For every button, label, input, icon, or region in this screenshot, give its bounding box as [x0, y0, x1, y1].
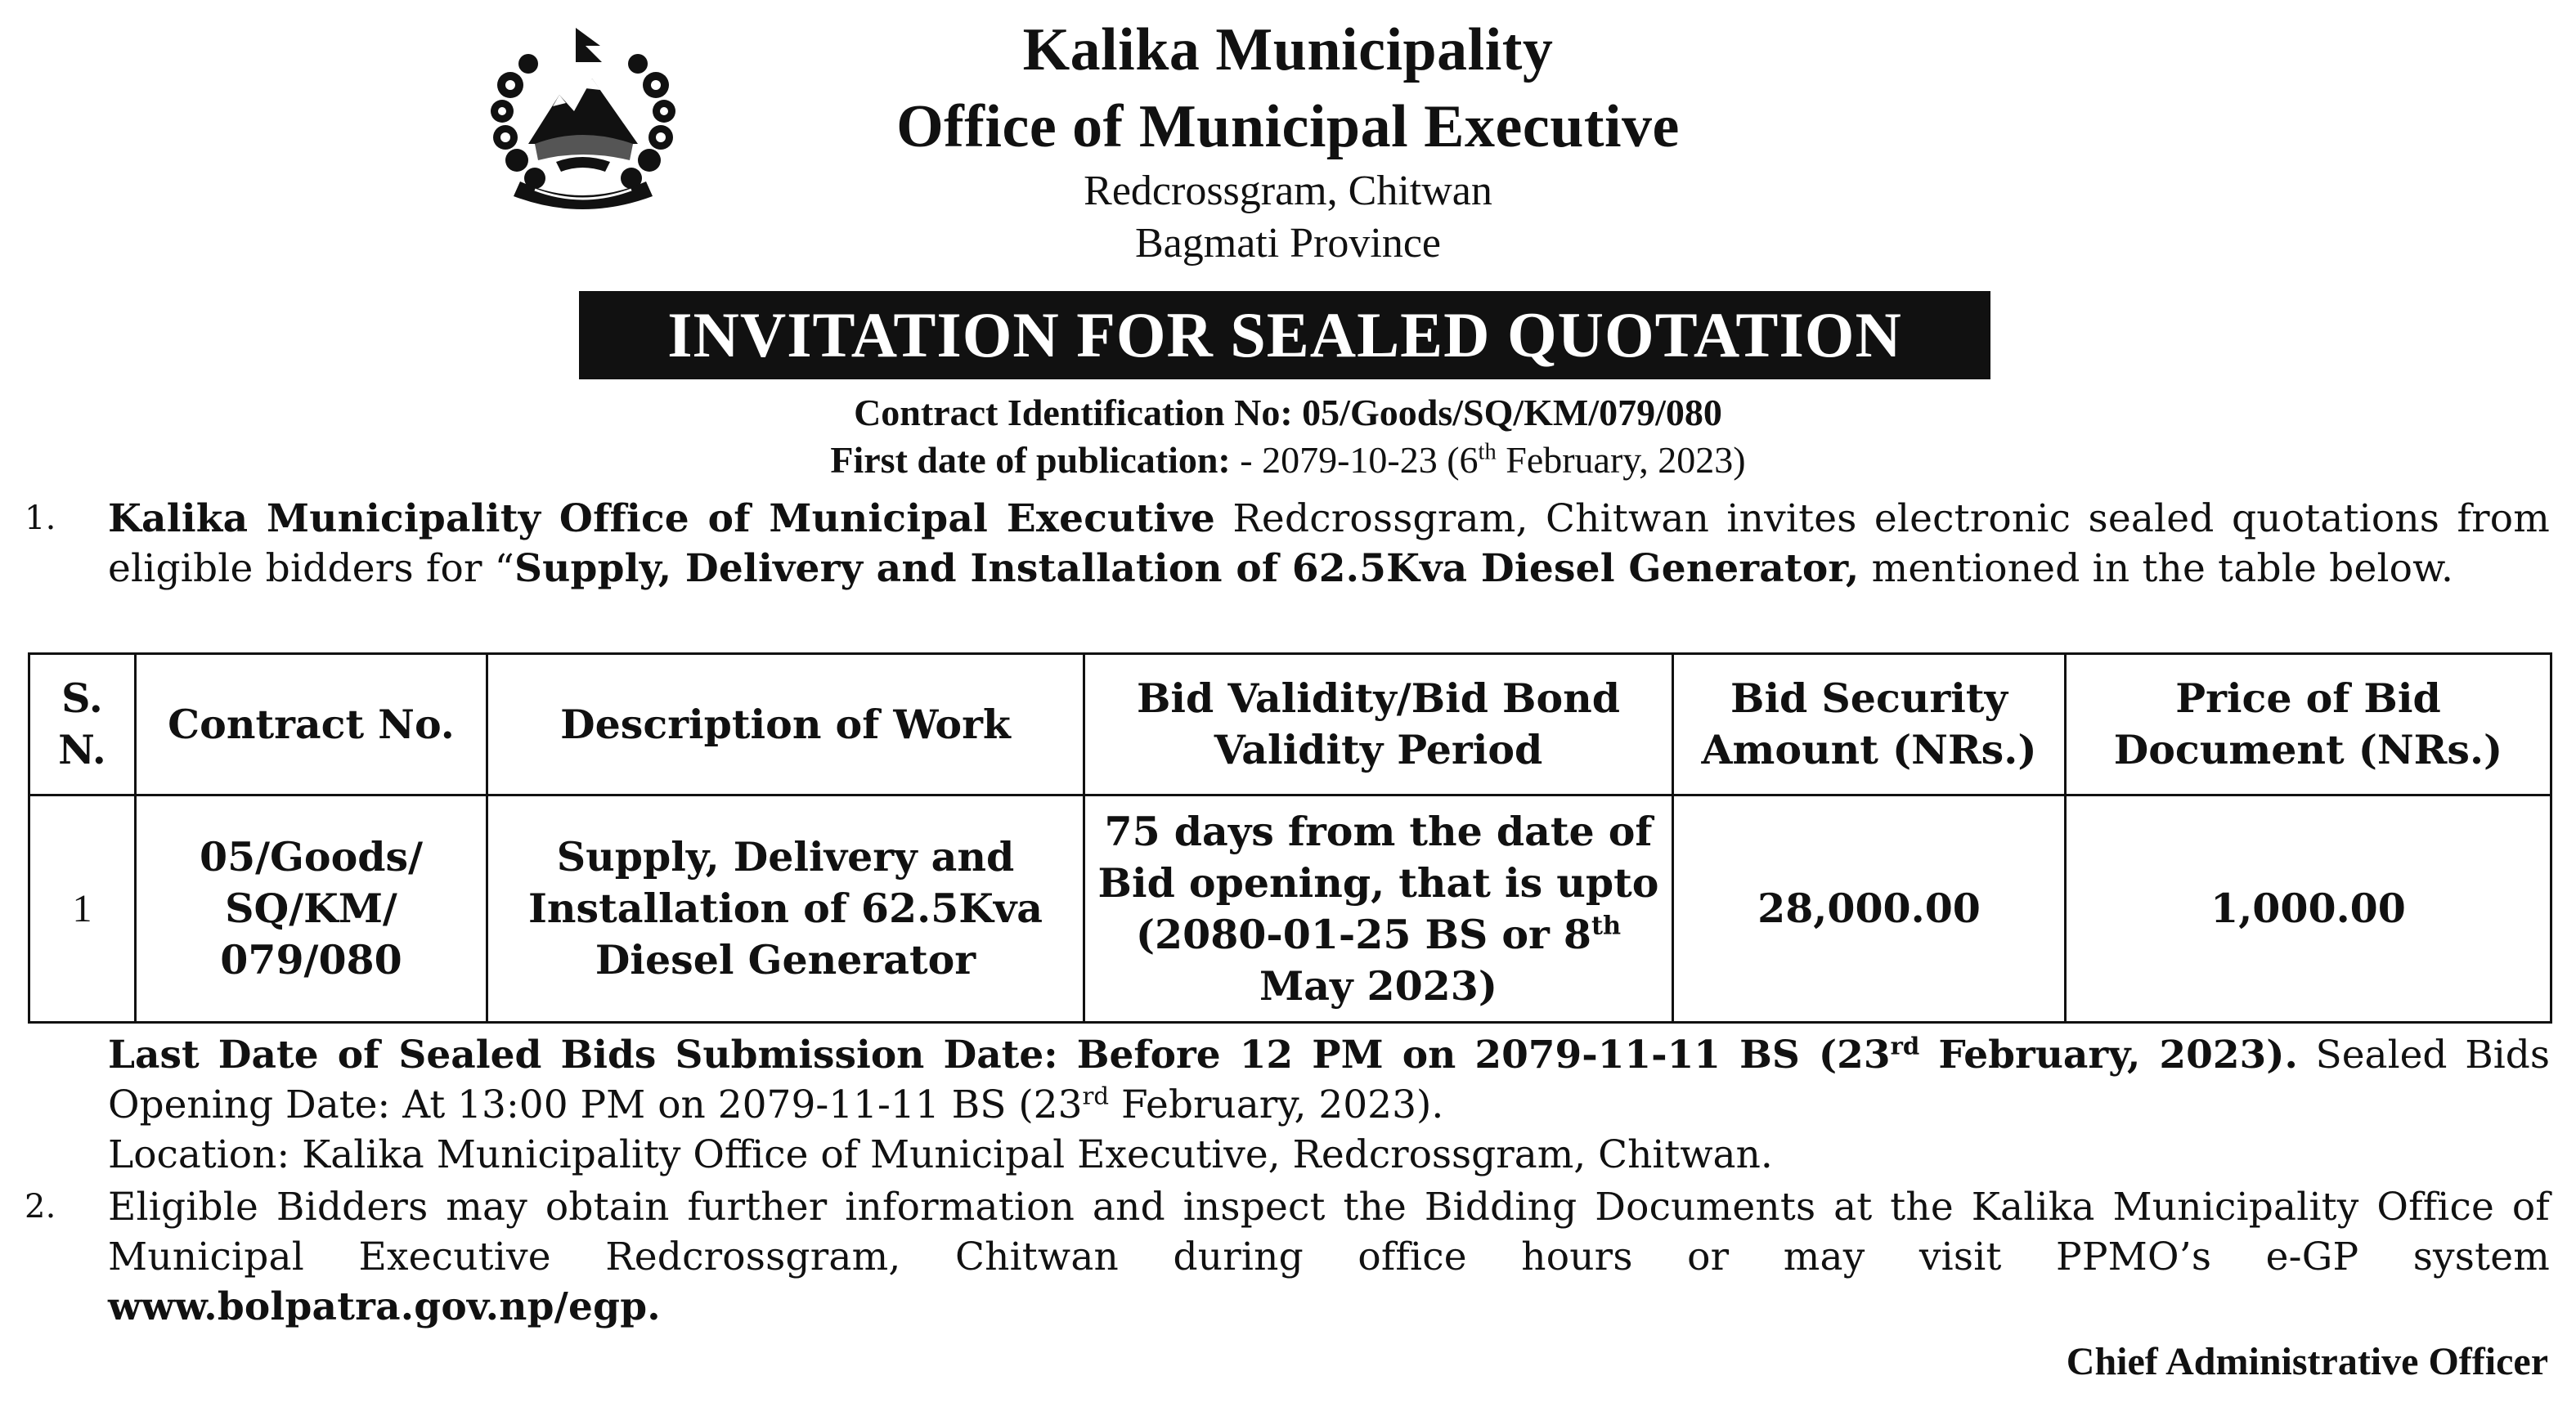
- municipality-name: Kalika Municipality: [1022, 16, 1554, 83]
- submission-and-opening: Last Date of Sealed Bids Submission Date: Before 12 PM on 2079-11-11 BS (23rd February, 2023). Sealed Bids Opening Date: At 13:00 PM on 2079-11-11 BS (23rd February, 2023).: [108, 1032, 2550, 1127]
- contract-id-value: 05/Goods/SQ/KM/079/080: [1302, 392, 1722, 433]
- paragraph-1: [25, 494, 2550, 594]
- header-description: Description of Work: [487, 654, 1084, 795]
- publication-date-value: - 2079-10-23 (6th February, 2023): [1240, 439, 1746, 481]
- cell-description: Supply, Delivery and Installation of 62.5Kva Diesel Generator: [487, 795, 1084, 1023]
- header-security: Bid Security Amount (NRs.): [1673, 654, 2066, 795]
- submission-location: Location: Kalika Municipality Office of Municipal Executive, Redcrossgram, Chitwan.: [108, 1132, 1773, 1177]
- cell-contract-no: 05/Goods/ SQ/KM/ 079/080: [136, 795, 487, 1023]
- notice-title-banner: INVITATION FOR SEALED QUOTATION: [579, 291, 1990, 379]
- paragraph-number: 2.: [25, 1188, 56, 1226]
- paragraph-text: Eligible Bidders may obtain further information and inspect the Bidding Documents at the Kalika Municipality Office of Municipal Executive Redcrossgram, Chitwan during office hours or may visit PPMO’s e-GP system www.bolpatra.gov.np/egp.: [108, 1185, 2550, 1329]
- cell-security: 28,000.00: [1673, 795, 2066, 1023]
- publication-date-line: [0, 437, 2576, 484]
- address-line-1: Redcrossgram, Chitwan: [1084, 168, 1492, 214]
- contract-id-line: [0, 389, 2576, 437]
- cell-sn: 1: [29, 795, 136, 1023]
- table-row: [29, 795, 2551, 1023]
- table-header-row: [29, 654, 2551, 795]
- header-sn: S. N.: [29, 654, 136, 795]
- signatory: Chief Administrative Officer: [2066, 1340, 2548, 1383]
- paragraph-number: 1.: [25, 500, 56, 537]
- header-validity: Bid Validity/Bid Bond Validity Period: [1084, 654, 1673, 795]
- bid-table: [28, 652, 2552, 1024]
- paragraph-text: Kalika Municipality Office of Municipal Executive Redcrossgram, Chitwan invites electronic sealed quotations from eligible bidders for “Supply, Delivery and Installation of 62.5Kva Diesel Generator, mentioned in the table below.: [108, 496, 2551, 591]
- submission-details: [108, 1030, 2550, 1180]
- letterhead: [0, 11, 2576, 270]
- cell-price: 1,000.00: [2066, 795, 2551, 1023]
- paragraph-2: [25, 1182, 2550, 1332]
- office-name: Office of Municipal Executive: [896, 93, 1680, 160]
- contract-id-label: Contract Identification No:: [854, 392, 1293, 433]
- cell-validity: 75 days from the date of Bid opening, that is upto (2080-01-25 BS or 8th May 2023): [1084, 795, 1673, 1023]
- address-line-2: Bagmati Province: [1134, 220, 1442, 267]
- header-price: Price of Bid Document (NRs.): [2066, 654, 2551, 795]
- egp-link[interactable]: www.bolpatra.gov.np/egp.: [108, 1284, 661, 1329]
- notice-meta: [0, 389, 2576, 484]
- publication-date-label: First date of publication:: [830, 439, 1231, 481]
- header-contract-no: Contract No.: [136, 654, 487, 795]
